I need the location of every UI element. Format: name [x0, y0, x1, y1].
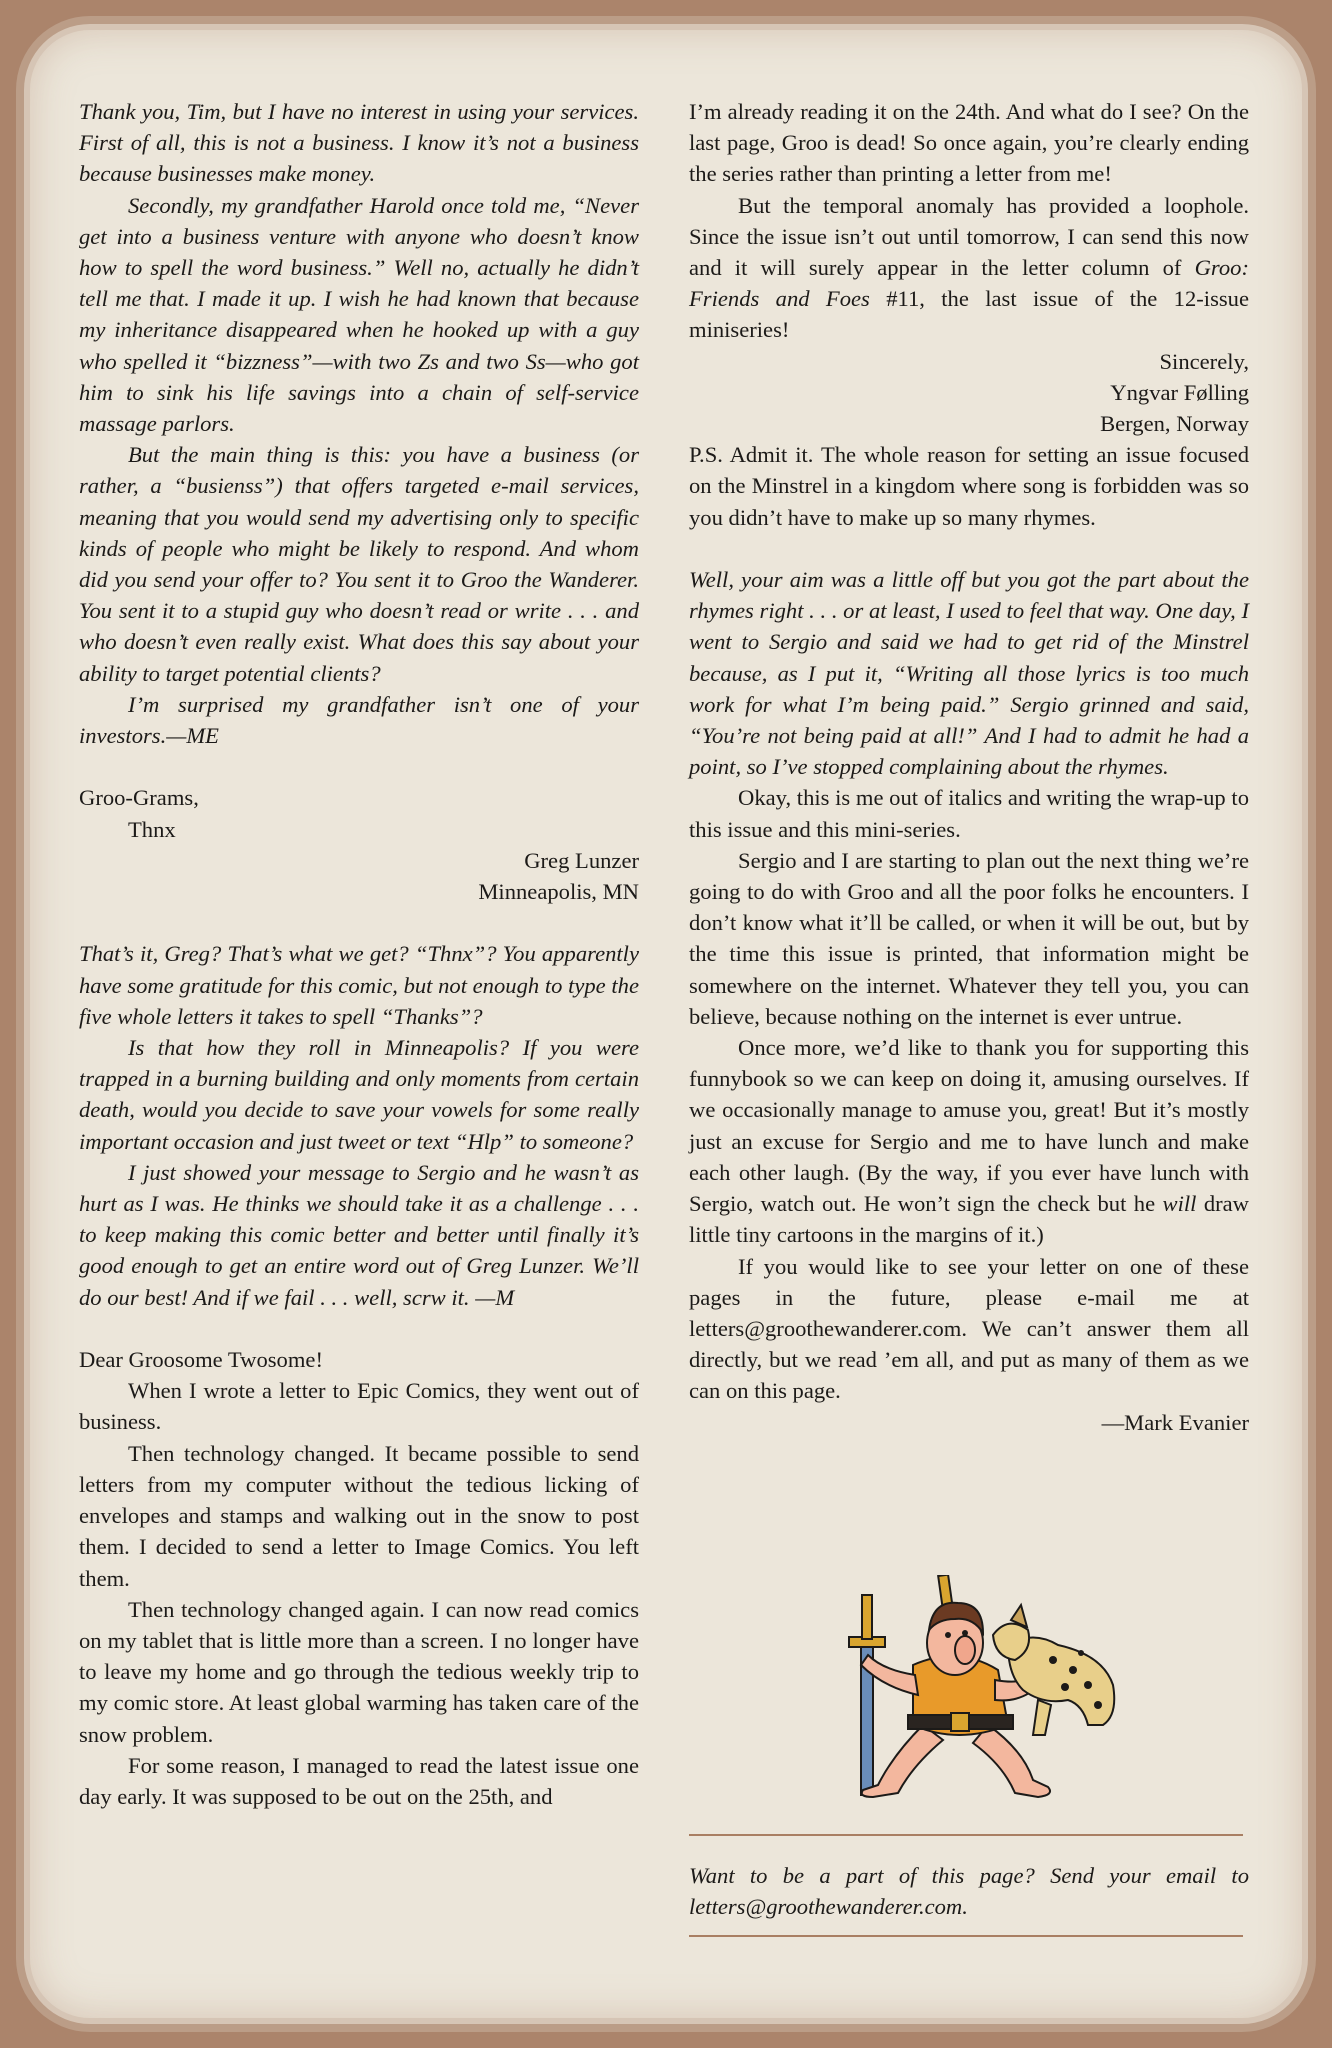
reply-paragraph: That’s it, Greg? That’s what we get? “Thnx”? You apparently have some gratitude for this comic, but not enough to type the five whole letters it takes to spell “Thanks”?	[79, 941, 639, 1029]
letter-salutation: Dear Groosome Twosome!	[79, 1347, 323, 1373]
letter-paragraph: When I wrote a letter to Epic Comics, they went out of business.	[79, 1378, 639, 1435]
letter-signer-name: Greg Lunzer	[524, 847, 639, 873]
letter-paragraph: But the temporal anomaly has provided a loophole. Since the issue isn’t out until tomorrow, I can send this now and it will surely appear in the letter column of Groo: Friends and Foes #11, the last issue of the 12-issue miniseries!	[689, 192, 1249, 343]
letter-paragraph: Then technology changed again. I can now read comics on my tablet that is little more than a screen. I no longer have to leave my home and go through the tedious weekly trip to my comic store. At least global warming has taken care of the snow problem.	[79, 1596, 639, 1747]
reply-paragraph: Secondly, my grandfather Harold once told me, “Never get into a business venture with anyone who doesn’t know how to spell the word business.” Well no, actually he didn’t tell me that. I made it up. I wish he had known that because my inheritance disappeared when he hooked up with a guy who spelled it “bizzness”—with two Zs and two Ss—who got him to sink his life savings into a chain of self-service massage parlors.	[79, 192, 639, 437]
author-signature: —Mark Evanier	[1101, 1409, 1249, 1435]
reply-paragraph: But the main thing is this: you have a business (or rather, a “busienss”) that offers targeted e-mail services, meaning that you would send my advertising only to specific kinds of people who might be likely to respond. And whom did you send your offer to? You sent it to Groo the Wanderer. You sent it to a stupid guy who doesn’t read or write . . . and who doesn’t even really exist. What does this say about your ability to target potential clients?	[79, 442, 639, 686]
right-column	[689, 96, 1249, 1438]
comic-title: Groo: Friends and Foes	[689, 255, 1249, 312]
letter-postscript: P.S. Admit it. The whole reason for setting an issue focused on the Minstrel in a kingdom where song is forbidden was so you didn’t have to make up so many rhymes.	[689, 442, 1249, 530]
left-column	[79, 96, 639, 1812]
reply-paragraph: I just showed your message to Sergio and he wasn’t as hurt as I was. He thinks we should take it as a challenge . . . to keep making this comic better and better until finally it’s good enough to get an entire word out of Greg Lunzer. We’ll do our best! And if we fail . . . well, scrw it. —M	[79, 1159, 639, 1310]
letter-signer-name: Yngvar Følling	[1110, 379, 1249, 405]
sword-icon	[849, 1595, 885, 1795]
wrapup-paragraph: If you would like to see your letter on one of these pages in the future, please e-mail me at letters@groothewanderer.com. We can’t answer them all directly, but we read ’em all, and put as many of them as we can on this page.	[689, 1253, 1249, 1404]
groo-illustration	[783, 1575, 1163, 1805]
wrapup-paragraph: Okay, this is me out of italics and writing the wrap-up to this issue and this mini-series.	[689, 785, 1249, 842]
wrapup-paragraph: Sergio and I are starting to plan out the next thing we’re going to do with Groo and all the poor folks he encounters. I don’t know what it’ll be called, or when it will be out, but by the time this issue is printed, that information might be somewhere on the internet. Whatever they tell you, you can believe, because nothing on the internet is ever untrue.	[689, 847, 1249, 1029]
letter-signer-location: Bergen, Norway	[1100, 411, 1249, 437]
reply-paragraph: Well, your aim was a little off but you got the part about the rhymes right . . . or at least, I used to feel that way. One day, I went to Sergio and said we had to get rid of the Minstrel because, as I put it, “Writing all those lyrics is too much work for what I’m being paid.” Sergio grinned and said, “You’re not being paid at all!” And I had to admit he had a point, so I’ve stopped complaining about the rhymes.	[689, 567, 1249, 780]
letter-salutation: Groo-Grams,	[79, 785, 199, 811]
letter-signoff: Sincerely,	[1159, 348, 1249, 374]
letter-paragraph: I’m already reading it on the 24th. And what do I see? On the last page, Groo is dead! So once again, you’re clearly ending the series rather than printing a letter from me!	[689, 99, 1249, 187]
reply-paragraph: Thank you, Tim, but I have no interest in using your services. First of all, this is not a business. I know it’s not a business because businesses make money.	[79, 99, 639, 187]
reply-paragraph: Is that how they roll in Minneapolis? If you were trapped in a burning building and only moments from certain death, would you decide to save your vowels for some really important occasion and just tweet or text “Hlp” to someone?	[79, 1035, 639, 1154]
divider	[689, 1935, 1243, 1937]
footer-note: Want to be a part of this page? Send your email to letters@groothewanderer.com.	[689, 1863, 1249, 1919]
reply-paragraph: I’m surprised my grandfather isn’t one of your investors.—ME	[79, 691, 639, 749]
divider	[689, 1834, 1243, 1836]
letter-body: Thnx	[128, 816, 176, 842]
letter-paragraph: Then technology changed. It became possible to send letters from my computer without the tedious licking of envelopes and stamps and walking out in the snow to post them. I decided to send a letter to Image Comics. You left them.	[79, 1440, 639, 1591]
letter-signer-location: Minneapolis, MN	[478, 879, 639, 905]
letter-paragraph: For some reason, I managed to read the latest issue one day early. It was supposed to be out on the 25th, and	[79, 1752, 639, 1809]
wrapup-paragraph: Once more, we’d like to thank you for supporting this funnybook so we can keep on doing it, amusing ourselves. If we occasionally manage to amuse you, great! But it’s mostly just an excuse for Sergio and me to have lunch and make each other laugh. (By the way, if you ever have lunch with Sergio, watch out. He won’t sign the check but he will draw little tiny cartoons in the margins of it.)	[689, 1035, 1249, 1248]
